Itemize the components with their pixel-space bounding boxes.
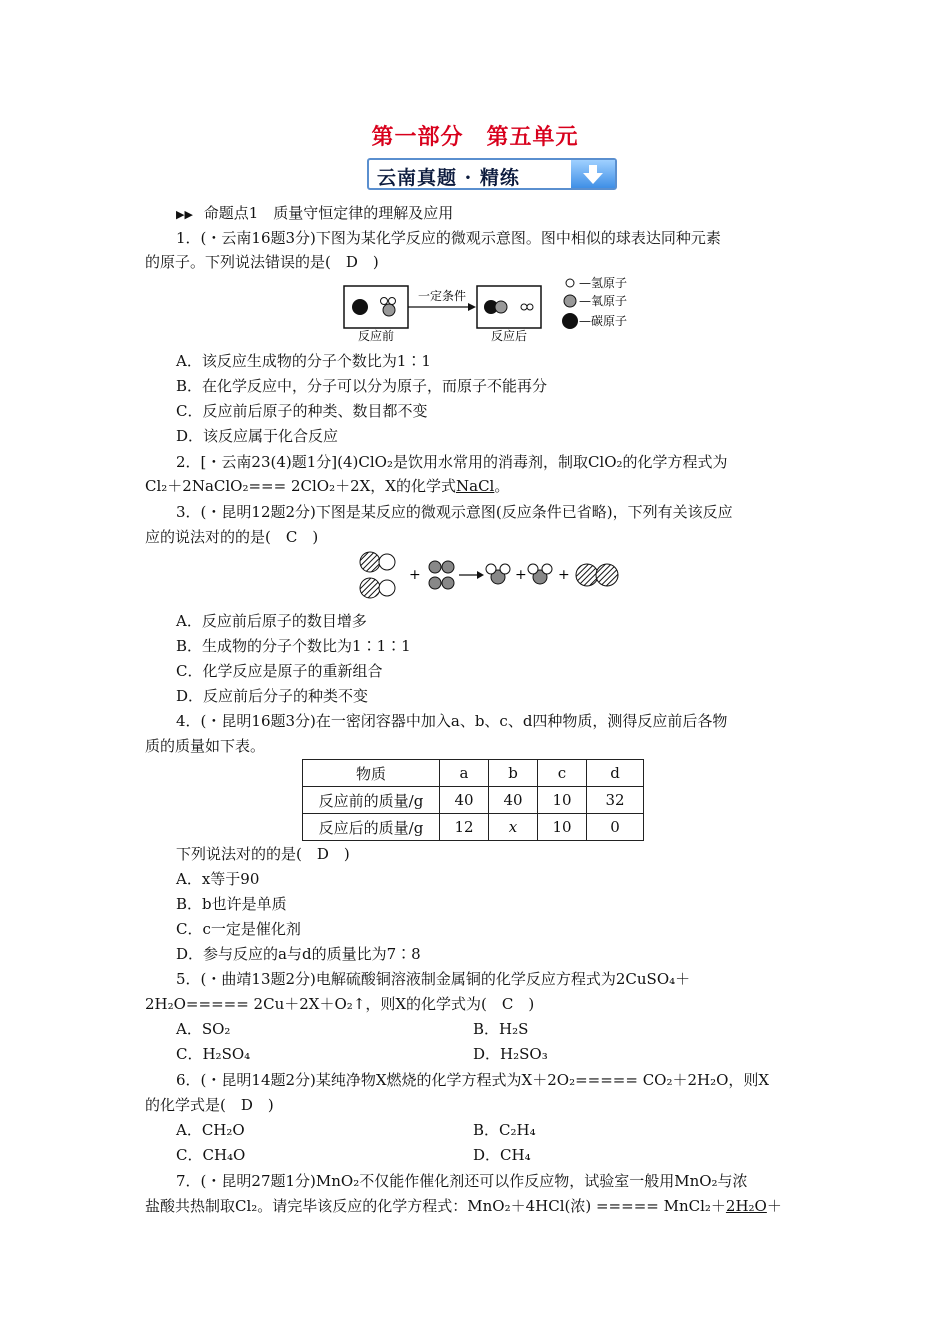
banner-label: 云南真题 · 精练 [377,167,520,189]
before-label: 反应前 [358,329,395,343]
q6-option-b: B．C₂H₄ [473,1121,536,1139]
arrow-head [468,303,476,311]
section-banner [367,158,617,190]
q5-line2: 2H₂O===== 2Cu＋2X＋O₂↑，则X的化学式为( C ) [145,995,535,1013]
q2-line1: 2．[・云南23(4)题1分](4)ClO₂是饮用水常用的消毒剂，制取ClO₂的化学方程式为 [176,453,728,471]
white-atom [379,580,395,596]
q3-stem-line2: 应的说法对的的是( C ) [145,528,319,546]
plus-sign: + [409,567,421,583]
q1-stem-line2: 的原子。下列说法错误的是( D ) [145,253,379,271]
q7-line1: 7．(・昆明27题1分)MnO₂不仅能作催化剂还可以作反应物，试验室一般用MnO₂与浓 [176,1172,748,1190]
table-cell: 0 [587,814,644,841]
hatched-atom [576,564,598,586]
q2-answer: NaCl [456,477,495,495]
q1-option-a: A．该反应生成物的分子个数比为1∶1 [176,352,431,370]
q3-option-a: A．反应前后原子的数目增多 [176,612,367,630]
q4-option-c: C．c一定是催化剂 [176,920,301,938]
q3-option-c: C．化学反应是原子的重新组合 [176,662,383,680]
after-label: 反应后 [491,329,528,343]
legend-oxygen-icon [564,295,576,307]
q4-prompt: 下列说法对的的是( D ) [176,845,350,863]
q7-answer: 2H₂O [725,1197,767,1215]
table-header: 物质 [303,760,440,787]
q3-option-b: B．生成物的分子个数比为1∶1∶1 [176,637,411,655]
q3-reaction-diagram [355,548,630,603]
plus-sign: + [515,567,527,583]
gray-atom [442,577,454,589]
q4-option-a: A．x等于90 [176,870,260,888]
table-header: b [489,760,538,787]
oxygen-atom [383,304,395,316]
table-header: a [440,760,489,787]
hatched-atom [596,564,618,586]
table-cell: 反应前的质量/g [303,787,440,814]
q1-option-b: B．在化学反应中，分子可以分为原子，而原子不能再分 [176,377,548,395]
hydrogen-atom [527,304,533,310]
q6-line1: 6．(・昆明14题2分)某纯净物X燃烧的化学方程式为X＋2O₂===== CO₂＋2H₂O，则X [176,1071,770,1089]
q3-option-d: D．反应前后分子的种类不变 [176,687,369,705]
white-atom [542,564,552,574]
gray-atom [442,561,454,573]
legend-hydrogen-icon [566,279,574,287]
white-atom [379,554,395,570]
arrow-head [477,571,484,579]
legend-oxygen-label: —氧原子 [579,294,628,308]
legend-carbon-icon [562,313,578,329]
legend-hydrogen-label: —氢原子 [579,276,628,290]
white-atom [500,564,510,574]
q5-option-c: C．H₂SO₄ [176,1045,251,1063]
table-cell: 反应后的质量/g [303,814,440,841]
q5-option-d: D．H₂SO₃ [473,1045,548,1063]
table-cell: 10 [538,814,587,841]
table-cell: x [489,814,538,841]
table-header-row [303,760,644,787]
q1-option-c: C．反应前后原子的种类、数目都不变 [176,402,428,420]
q6-line2: 的化学式是( D ) [145,1096,274,1114]
hydrogen-atom [389,298,396,305]
hydrogen-atom [381,298,388,305]
q5-line1: 5．(・曲靖13题2分)电解硫酸铜溶液制金属铜的化学反应方程式为2CuSO₄＋ [176,970,691,988]
table-cell: 10 [538,787,587,814]
white-atom [528,564,538,574]
plus-sign: + [558,567,570,583]
gray-atom [429,561,441,573]
q1-option-d: D．该反应属于化合反应 [176,427,339,445]
section-label: ▶▶ 命题点1 质量守恒定律的理解及应用 [176,204,454,222]
q6-option-d: D．CH₄ [473,1146,531,1164]
q1-reaction-diagram [340,276,650,346]
q4-option-d: D．参与反应的a与d的质量比为7∶8 [176,945,421,963]
table-row [303,787,644,814]
hatched-atom [360,552,380,572]
q6-option-c: C．CH₄O [176,1146,246,1164]
table-header: c [538,760,587,787]
table-cell: 40 [489,787,538,814]
gray-atom [429,577,441,589]
q4-option-b: B．b也许是单质 [176,895,287,913]
table-cell: 12 [440,814,489,841]
q4-stem-line1: 4．(・昆明16题3分)在一密闭容器中加入a、b、c、d四种物质，测得反应前后各物 [176,712,728,730]
q2-line2: Cl₂＋2NaClO₂=== 2ClO₂＋2X，X的化学式NaCl。 [145,477,510,495]
hydrogen-atom [521,304,527,310]
oxygen-atom [495,301,507,313]
arrow-label: 一定条件 [418,289,467,303]
page-title: 第一部分 第五单元 [371,124,579,150]
hatched-atom [360,578,380,598]
double-arrow-icon: ▶▶ [176,208,193,221]
q1-stem-line1: 1．(・云南16题3分)下图为某化学反应的微观示意图。图中相似的球表达同种元素 [176,229,721,247]
mass-table [302,759,644,841]
q5-option-b: B．H₂S [473,1020,529,1038]
q4-stem-line2: 质的质量如下表。 [145,737,266,755]
white-atom [486,564,496,574]
table-cell: 40 [440,787,489,814]
q3-stem-line1: 3．(・昆明12题2分)下图是某反应的微观示意图(反应条件已省略)，下列有关该反应 [176,503,733,521]
q7-line2: 盐酸共热制取Cl₂。请完毕该反应的化学方程式：MnO₂＋4HCl(浓) ===== MnCl₂＋2H₂O＋ [145,1197,782,1215]
table-header: d [587,760,644,787]
table-cell: 32 [587,787,644,814]
table-row [303,814,644,841]
carbon-atom [352,299,368,315]
q5-option-a: A．SO₂ [176,1020,231,1038]
download-arrow-icon[interactable] [571,160,615,188]
q6-option-a: A．CH₂O [176,1121,245,1139]
legend-carbon-label: —碳原子 [579,314,628,328]
